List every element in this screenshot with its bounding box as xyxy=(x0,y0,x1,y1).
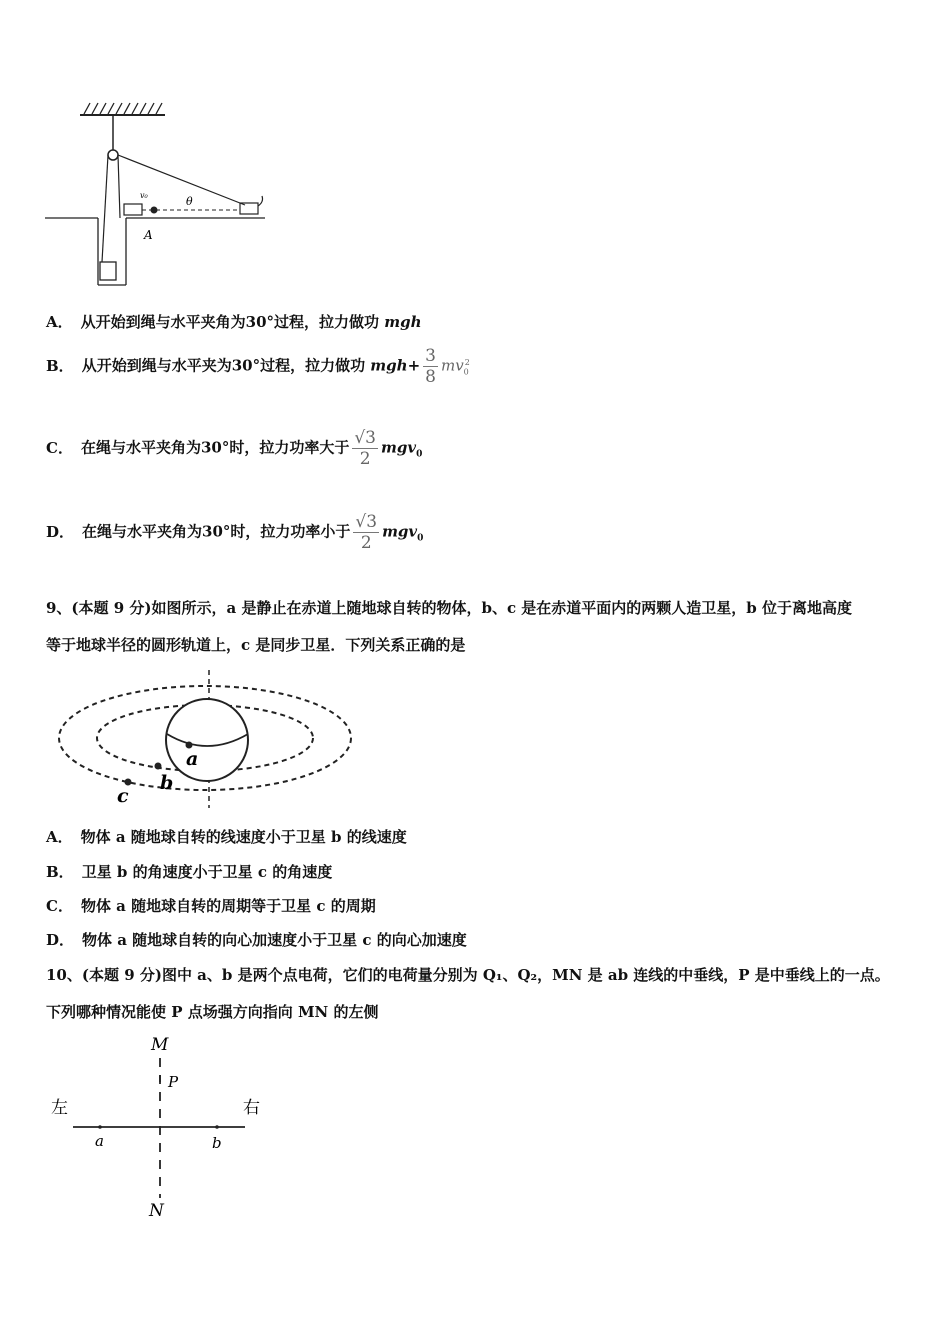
q8-option-c[interactable]: C． 在绳与水平夹角为30°时，拉力功率大于 $\frac{√3}{2}$ mgv$_0$ xyxy=(46,428,423,469)
point-a-label: A xyxy=(144,228,153,242)
q8-option-a[interactable]: A． 从开始到绳与水平夹角为30°过程，拉力做功 mgh xyxy=(46,313,422,331)
q9-option-a[interactable]: A． 物体 a 随地球自转的线速度小于卫星 b 的线速度 xyxy=(46,828,407,846)
q9-option-b[interactable]: B． 卫星 b 的角速度小于卫星 c 的角速度 xyxy=(46,863,333,881)
label-charge-a: a xyxy=(95,1132,104,1150)
q8-option-b[interactable]: B． 从开始到绳与水平夹为30°过程，拉力做功 mgh+ $\frac{3}{8}$ $mv_0^2$ xyxy=(46,346,470,387)
label-a: a xyxy=(186,748,199,770)
q10-stem-line2: 下列哪种情况能使 P 点场强方向指向 MN 的左侧 xyxy=(46,1003,379,1021)
fraction: $\frac{√3}{2}$ xyxy=(355,512,378,553)
q9-stem-line2: 等于地球半径的圆形轨道上，c 是同步卫星．下列关系正确的是 xyxy=(46,636,466,654)
point-b xyxy=(155,763,162,770)
fraction: $\frac{3}{8}$ xyxy=(425,346,436,387)
label-charge-b: b xyxy=(212,1134,222,1152)
orbit-figure xyxy=(50,668,360,813)
label-right: 右 xyxy=(243,1098,260,1118)
q9-option-d[interactable]: D． 物体 a 随地球自转的向心加速度小于卫星 c 的向心加速度 xyxy=(46,931,467,949)
q8-option-d[interactable]: D． 在绳与水平夹角为30°时，拉力功率小于 $\frac{√3}{2}$ mgv$_0$ xyxy=(46,512,424,553)
label-p: P xyxy=(168,1073,179,1091)
label-left: 左 xyxy=(51,1098,68,1118)
label-n: N xyxy=(149,1201,164,1221)
label-b: b xyxy=(160,772,174,794)
velocity-label: v₀ xyxy=(140,191,148,200)
label-m: M xyxy=(151,1035,169,1055)
q9-option-c[interactable]: C． 物体 a 随地球自转的周期等于卫星 c 的周期 xyxy=(46,897,376,915)
charges-figure xyxy=(45,1030,285,1225)
pulley-cart-figure xyxy=(40,100,280,290)
q9-stem-line1: 9、(本题 9 分)如图所示，a 是静止在赤道上随地球自转的物体，b、c 是在赤道平面内的两颗人造卫星，b 位于离地高度 xyxy=(46,599,853,617)
q10-stem-line1: 10、(本题 9 分)图中 a、b 是两个点电荷，它们的电荷量分别为 Q₁、Q₂，MN 是 ab 连线的中垂线，P 是中垂线上的一点。 xyxy=(46,966,890,984)
label-c: c xyxy=(117,785,129,807)
theta-label: θ xyxy=(186,195,193,208)
fraction: $\frac{√3}{2}$ xyxy=(354,428,376,469)
